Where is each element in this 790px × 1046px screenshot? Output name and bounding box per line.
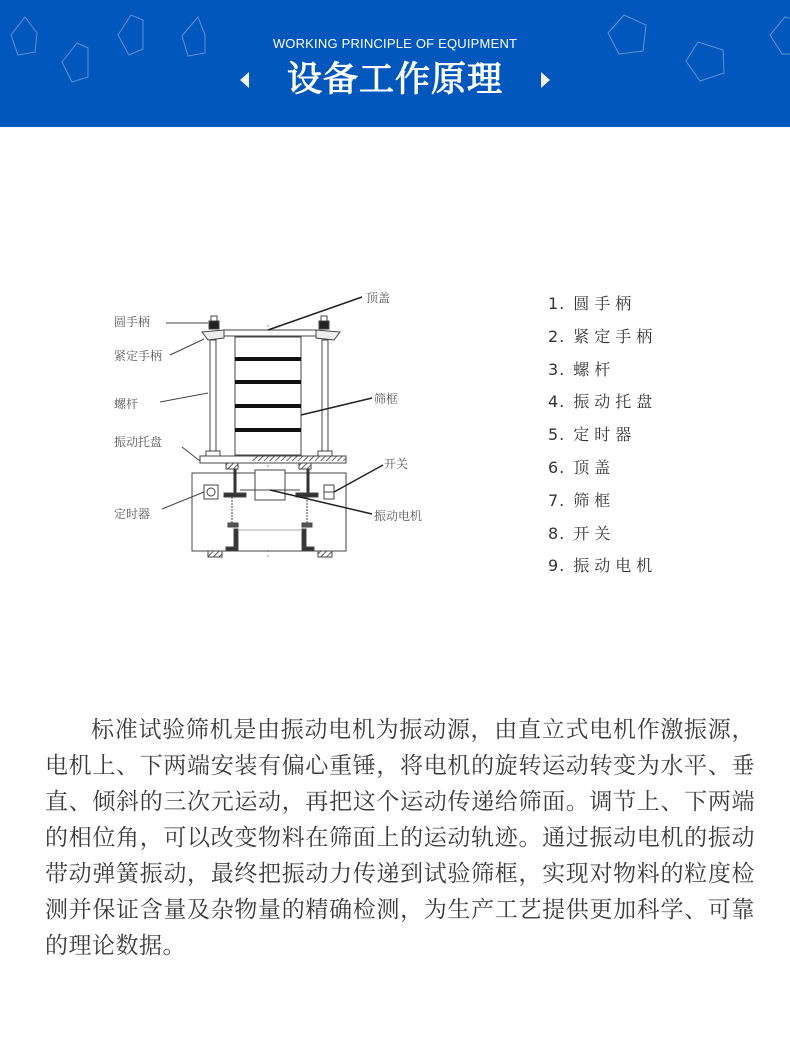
sieve-machine-diagram bbox=[100, 285, 440, 565]
label-vibration-tray: 振动托盘 bbox=[114, 435, 163, 449]
caret-left-icon bbox=[240, 72, 249, 88]
label-top-cover: 顶盖 bbox=[366, 291, 391, 305]
label-lock-handle: 紧定手柄 bbox=[114, 349, 163, 363]
section-header bbox=[0, 0, 790, 127]
working-principle-description: 标准试验筛机是由振动电机为振动源，由直立式电机作激振源，电机上、下两端安装有偏心重锤，将电机的旋转运动转变为水平、垂直、倾斜的三次元运动，再把这个运动传递给筛面。调节上、下两端的相位角，可以改变物料在筛面上的运动轨迹。通过振动电机的振动带动弹簧振动，最终把振动力传递到试验筛框，实现对物料的粒度检测并保证含量及杂物量的精确检测，为生产工艺提供更加科学、可靠的理论数据。 bbox=[45, 717, 755, 959]
section-title: 设备工作原理 bbox=[286, 60, 503, 100]
legend-item: 7. 筛框 bbox=[548, 490, 616, 510]
label-round-handle: 圆手柄 bbox=[114, 315, 151, 329]
label-vibration-motor: 振动电机 bbox=[374, 509, 423, 523]
legend-item: 4. 振动托盘 bbox=[548, 392, 658, 412]
label-switch: 开关 bbox=[384, 457, 409, 471]
legend-item: 8. 开关 bbox=[548, 523, 616, 543]
parts-legend bbox=[548, 293, 657, 588]
label-timer: 定时器 bbox=[114, 507, 151, 521]
label-screw-rod: 螺杆 bbox=[114, 397, 139, 411]
caret-right-icon bbox=[541, 72, 550, 88]
legend-item: 2. 紧定手柄 bbox=[548, 326, 658, 346]
legend-item: 5. 定时器 bbox=[548, 425, 637, 445]
legend-item: 1. 圆手柄 bbox=[548, 294, 637, 313]
label-sieve-frame: 筛框 bbox=[374, 392, 399, 406]
section-subtitle: WORKING PRINCIPLE OF EQUIPMENT bbox=[272, 36, 518, 51]
legend-item: 3. 螺杆 bbox=[548, 359, 616, 379]
legend-item: 6. 顶盖 bbox=[548, 457, 616, 477]
legend-item: 9. 振动电机 bbox=[548, 556, 658, 576]
